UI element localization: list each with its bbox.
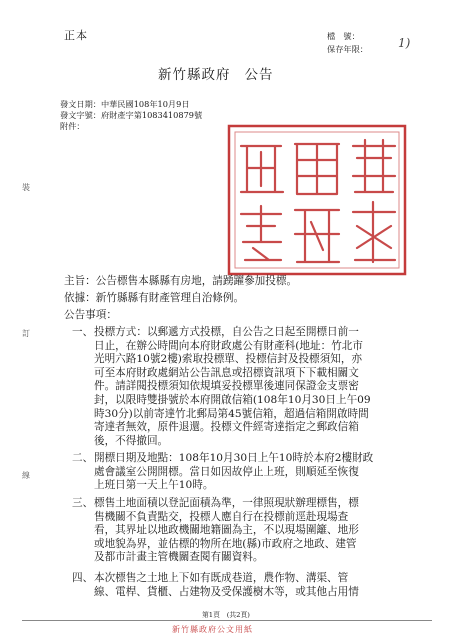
subject-label: 主旨： — [64, 275, 96, 287]
item-line: 件。請詳閱投標須知依規填妥投標單後連同保證金支票密 — [94, 380, 359, 393]
item-line: 時30分)以前寄達竹北郵局第45號信箱，超過信箱開啟時間 — [94, 407, 369, 420]
item-line: 售機關不負責點交，投標人應自行在投標前逕赴現場查 — [94, 510, 349, 523]
file-number-label: 檔 號： — [327, 31, 360, 41]
item-line: 寄達者無效，原件退還。投標文件經寄達指定之郵政信箱 — [94, 421, 359, 434]
items-heading: 公告事項： — [64, 309, 117, 321]
title-org: 新竹縣政府 — [158, 67, 231, 83]
copy-type-label: 正本 — [64, 29, 88, 42]
item-line: 標售土地面積以登記面積為準，一律照現狀辦理標售，標 — [94, 497, 359, 509]
item-line: 投標方式：以郵遞方式投標，自公告之日起至開標日前一 — [94, 326, 359, 338]
item-line: 日止，在辦公時間向本府財政處公有財產科(地址：竹北市 — [94, 339, 363, 352]
binding-margin-char-3: 線 — [22, 471, 30, 480]
handwritten-mark: 1) — [398, 36, 411, 50]
reference-number-row — [60, 110, 202, 120]
basis-label: 依據： — [64, 292, 96, 304]
binding-margin-char-2: 訂 — [22, 329, 30, 338]
issue-date-label: 發文日期： — [60, 99, 101, 109]
seal-graphic — [225, 122, 409, 278]
item-line: 或地貌為界，並估標的物所在地(縣)市政府之地政、建管 — [94, 537, 357, 550]
item-number: 四、 — [72, 572, 94, 584]
item-line: 線、電桿、貨櫃、占建物及受保護樹木等，或其他占用情 — [94, 585, 359, 598]
item-line: 開標日期及地點：108年10月30日上午10時於本府2樓財政 — [94, 452, 374, 464]
item-body — [94, 497, 359, 565]
item-body — [94, 452, 373, 493]
item-body — [94, 326, 371, 448]
official-paper-label: 新竹縣政府公文用紙 — [172, 625, 253, 634]
retention-period-label: 保存年限： — [327, 44, 368, 54]
title-doc-type: 公告 — [244, 67, 274, 83]
issue-date-value: 中華民國108年10月9日 — [100, 99, 190, 109]
basis-row — [64, 292, 244, 306]
item-number: 二、 — [72, 452, 94, 464]
item-line: 光明六路10號2樓)索取投標單、投標信封及投標須知，亦 — [94, 353, 363, 366]
subject-text: 公告標售本縣縣有房地，請踴躍參加投標。 — [95, 275, 298, 287]
official-seal-stamp — [225, 122, 409, 278]
basis-text: 新竹縣縣有財產管理自治條例。 — [95, 292, 245, 304]
attachment-label: 附件： — [60, 121, 85, 131]
issue-date-row — [60, 99, 190, 109]
item-line: 看，其界址以地政機關地籍圖為主，不以現場圍籬、地形 — [94, 524, 359, 537]
item-line: 封，以限時雙掛號於本府開啟信箱(108年10月30日上午09 — [94, 393, 371, 406]
item-line: 本次標售之土地上下如有既成巷道，農作物、溝渠、管 — [94, 572, 349, 584]
item-number: 一、 — [72, 326, 94, 338]
page-number: 第1頁 (共2頁) — [202, 611, 250, 619]
item-line: 可至本府財政處網站公告訊息或招標資訊項下下載相關文 — [94, 366, 359, 379]
item-line: 後，不得撤回。 — [94, 434, 169, 447]
item-line: 及都市計畫主管機關查閱有關資料。 — [94, 551, 264, 564]
item-body — [94, 572, 359, 599]
footer-divider — [22, 620, 432, 621]
item-line: 上班日第一天上午10時。 — [94, 479, 214, 492]
item-number: 三、 — [72, 497, 94, 509]
binding-margin-char-1: 裝 — [22, 183, 30, 192]
reference-number-value: 府財產字第1083410879號 — [100, 110, 203, 120]
item-line: 處會議室公開開標。當日如因故停止上班，則順延至恢復 — [94, 465, 359, 478]
reference-number-label: 發文字號： — [60, 110, 101, 120]
subject-row — [64, 275, 297, 289]
page-title — [158, 63, 274, 83]
